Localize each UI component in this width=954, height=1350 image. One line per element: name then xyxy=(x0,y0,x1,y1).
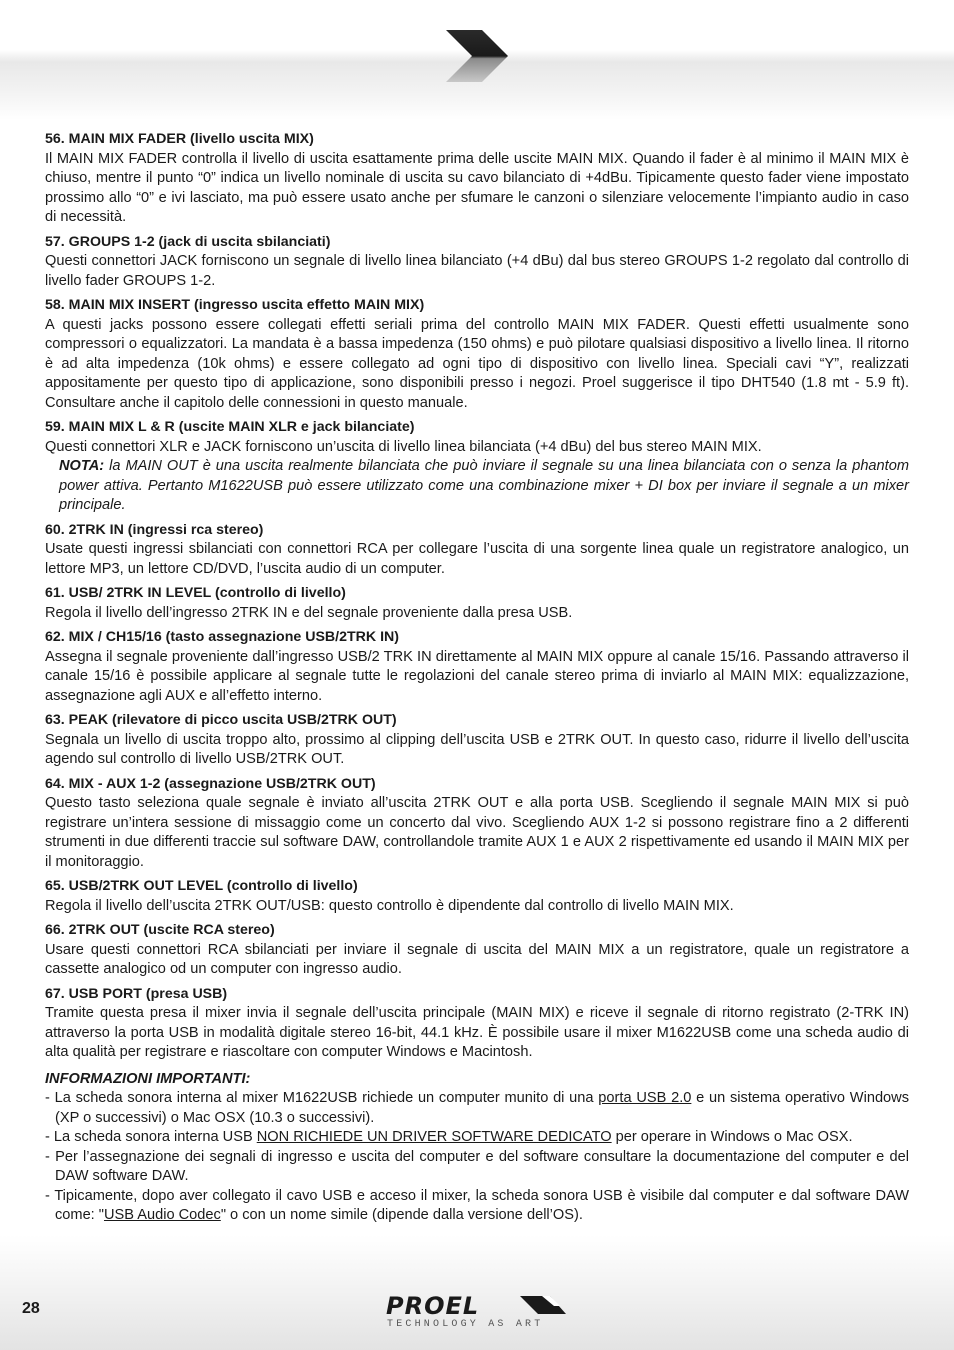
page-number: 28 xyxy=(22,1300,40,1317)
section-62 xyxy=(45,628,909,706)
section-body: Tramite questa presa il mixer invia il segnale dell’uscita principale (MAIN MIX) e riceve il segnale di ritorno registrato (2-TRK IN) attraverso la porta USB in modalità digitale stereo 16-bit, 44.1 kHz. È possibile usare il mixer M1622USB come una scheda audio di alta qualità per registrare e riascoltare con computer Windows e Macintosh. xyxy=(45,1005,909,1060)
logo-arrow-icon xyxy=(520,1294,568,1316)
section-heading: 67. USB PORT (presa USB) xyxy=(45,985,228,1002)
note-text: la MAIN OUT è una uscita realmente bilanciata che può inviare il segnale su una linea bilanciata con o senza la phantom power attiva. Pertanto M1622USB può essere utilizzato come una combinazione mixer + DI box per inviare il segnale a un mixer principale. xyxy=(59,458,909,513)
info-bullet xyxy=(45,1187,909,1226)
section-heading: 57. GROUPS 1-2 (jack di uscita sbilanciati) xyxy=(45,233,331,250)
section-heading: 66. 2TRK OUT (uscite RCA stereo) xyxy=(45,922,275,938)
bullet-text: " o con un nome simile (dipende dalla versione dell’OS). xyxy=(220,1207,583,1223)
section-body: Assegna il segnale proveniente dall’ingresso USB/2 TRK IN direttamente al MAIN MIX oppure al canale 15/16. Passando attraverso il canale 15/16 è possibile applicare al segnale tutte le regolazioni del canale stereo prima di inviarlo al MAIN MIX: equalizzazione, assegnazione agli AUX e all’effetto interno. xyxy=(45,648,909,704)
note-paragraph xyxy=(59,457,909,516)
info-title: INFORMAZIONI IMPORTANTI: xyxy=(45,1070,251,1087)
bullet-text: - La scheda sonora interna USB xyxy=(45,1129,257,1145)
section-heading: 56. MAIN MIX FADER (livello uscita MIX) xyxy=(45,131,314,147)
logo-tagline: TECHNOLOGY AS ART xyxy=(387,1319,544,1330)
proel-logo xyxy=(386,1292,571,1337)
no-driver-underlined: NON RICHIEDE UN DRIVER SOFTWARE DEDICATO xyxy=(256,1129,612,1145)
section-64 xyxy=(45,775,909,873)
section-body: Questi connettori XLR e JACK forniscono un’uscita di livello linea bilanciata (+4 dBu) del bus stereo MAIN MIX. xyxy=(45,438,762,455)
important-info xyxy=(45,1070,909,1226)
usb-audio-codec-underlined: USB Audio Codec xyxy=(103,1207,221,1223)
section-60 xyxy=(45,521,909,580)
usb-port-underlined: porta USB 2.0 xyxy=(598,1090,692,1106)
section-heading: 61. USB/ 2TRK IN LEVEL (controllo di livello) xyxy=(45,585,346,601)
section-heading: 58. MAIN MIX INSERT (ingresso uscita effetto MAIN MIX) xyxy=(45,297,425,313)
info-bullet xyxy=(45,1089,909,1128)
section-body: A questi jacks possono essere collegati effetti seriali prima del controllo MAIN MIX FADER. Questi effetti usualmente sono compressori o equalizzatori. La mandata è a bassa impedenza (150 ohms) e può pilotare qualsiasi dispositivo a livello linea. Il ritorno è ad alta impedenza (10k ohms) e essere collegato ad ogni tipo di dispositivo con livello linea. Speciali cavi “Y”, realizzati appositamente per questo tipo di applicazione, sono disponibili presso i negozi. Proel suggerisce il tipo DHT540 (1.8 mt - 5.9 ft). Consultare anche il capitolo delle connessioni in questo manuale. xyxy=(45,316,909,411)
section-body: Regola il livello dell’ingresso 2TRK IN e del segnale proveniente dalla presa USB. xyxy=(45,604,573,621)
section-heading: 64. MIX - AUX 1-2 (assegnazione USB/2TRK OUT) xyxy=(45,775,376,792)
logo-wordmark: PROEL xyxy=(386,1292,480,1320)
bullet-text: e un sistema operativo Windows (XP o successivi) o Mac OSX (10.3 o successivi). xyxy=(55,1090,910,1126)
chevron-arrow-icon xyxy=(444,28,510,84)
note-label: NOTA: xyxy=(59,458,105,474)
section-57 xyxy=(45,233,909,292)
section-heading: 62. MIX / CH15/16 (tasto assegnazione USB/2TRK IN) xyxy=(45,629,399,645)
bullet-text: - La scheda sonora interna al mixer M1622USB richiede un computer munito di una xyxy=(45,1090,599,1106)
section-body: Regola il livello dell’uscita 2TRK OUT/USB: questo controllo è dipendente dal controllo di livello MAIN MIX. xyxy=(45,897,734,914)
section-66 xyxy=(45,921,909,980)
section-67 xyxy=(45,985,909,1063)
section-heading: 63. PEAK (rilevatore di picco uscita USB/2TRK OUT) xyxy=(45,712,397,728)
section-heading: 60. 2TRK IN (ingressi rca stereo) xyxy=(45,521,264,538)
section-56 xyxy=(45,130,909,228)
bullet-text: - Tipicamente, dopo aver collegato il cavo USB e acceso il mixer, la scheda sonora USB è visibile dal computer e dal software DAW come: " xyxy=(45,1187,909,1223)
section-61 xyxy=(45,584,909,623)
section-body: Usare questi connettori RCA sbilanciati per inviare il segnale di uscita del MAIN MIX a un registratore, quale un registratore a cassette analogico od un computer con ingresso audio. xyxy=(45,941,909,977)
section-heading: 59. MAIN MIX L & R (uscite MAIN XLR e jack bilanciate) xyxy=(45,419,415,435)
section-63 xyxy=(45,711,909,770)
section-body: Questo tasto seleziona quale segnale è inviato all’uscita 2TRK OUT e alla porta USB. Scegliendo il segnale MAIN MIX si può registrare un’intera sessione di missaggio come un concerto dal vivo. Scegliendo AUX 1-2 si possono registrare fino a 2 differenti strumenti in due differenti traccie sul software DAW, controllandole tramite AUX 1 e AUX 2 rispettivamente ed usando il MAIN MIX per il monitoraggio. xyxy=(45,795,909,870)
section-body: Segnala un livello di uscita troppo alto, prossimo al clipping dell’uscita USB e 2TRK OUT. In questo caso, ridurre il livello dell’uscita agendo sul controllo di livello USB/2TRK OUT. xyxy=(45,731,909,767)
section-59 xyxy=(45,418,909,516)
section-65 xyxy=(45,877,909,916)
section-body: Usate questi ingressi sbilanciati con connettori RCA per collegare l’uscita di una sorgente linea quale un registratore analogico, un lettore MP3, un lettore CD/DVD, l’uscita audio di un computer. xyxy=(45,541,909,577)
section-body: Il MAIN MIX FADER controlla il livello di uscita esattamente prima delle uscite MAIN MIX. Quando il fader è al minimo il MAIN MIX è chiuso, mentre il punto “0” indica un livello nominale di uscita su cavo bilanciato di +4dBu. Tipicamente questo fader viene impostato prossimo allo “0” e ivi lasciato, ma può essere usato anche per sfumare le canzoni o silenziare velocemente l’impianto audio in caso di necessità. xyxy=(45,150,909,225)
info-bullet: - Per l’assegnazione dei segnali di ingresso e uscita del computer e del software consultare la documentazione del computer e del DAW software DAW. xyxy=(45,1148,909,1184)
info-bullet xyxy=(45,1128,909,1148)
section-body: Questi connettori JACK forniscono un segnale di livello linea bilanciato (+4 dBu) dal bus stereo GROUPS 1-2 regolato dal controllo di livello fader GROUPS 1-2. xyxy=(45,253,909,289)
page-content xyxy=(45,130,909,1226)
section-58 xyxy=(45,296,909,413)
bullet-text: per operare in Windows o Mac OSX. xyxy=(611,1129,853,1145)
section-heading: 65. USB/2TRK OUT LEVEL (controllo di livello) xyxy=(45,878,358,894)
